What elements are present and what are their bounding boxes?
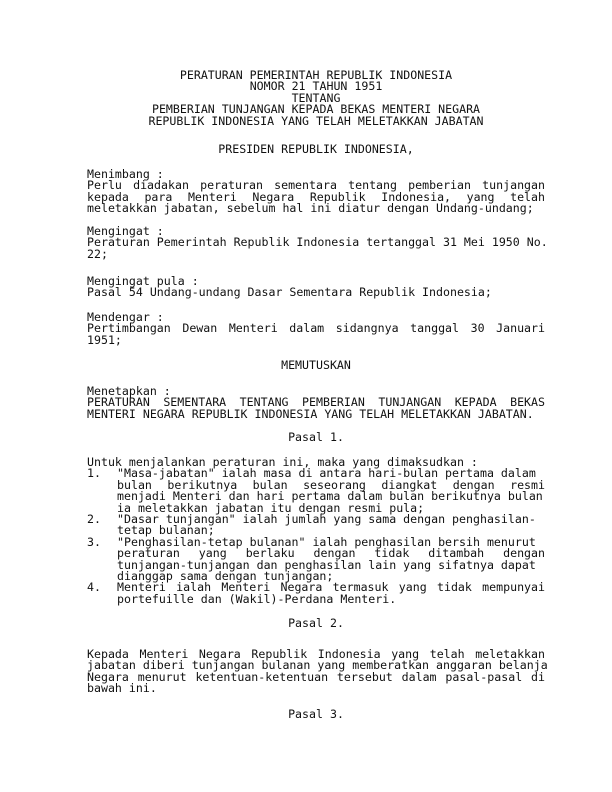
item-number: 3.: [87, 534, 101, 549]
section-label: Mengingat pula :: [87, 274, 199, 288]
president-text: PRESIDEN REPUBLIK INDONESIA,: [218, 142, 414, 156]
title-subject-line-2: REPUBLIK INDONESIA YANG TELAH MELETAKKAN JABATAN: [148, 113, 484, 128]
definition-item-2: [87, 514, 545, 537]
item-line: tunjangan-tunjangan dan penghasilan lain yang sifatnya dapat: [117, 557, 536, 572]
body-line: MENTERI NEGARA REPUBLIK INDONESIA YANG TELAH MELETAKKAN JABATAN.: [87, 406, 534, 421]
pasal-title: Pasal 2.: [288, 616, 344, 630]
item-line: menjadi Menteri dan hari pertama dalam bulan berikutnya bulan: [117, 489, 543, 504]
item-line: bulan berikutnya bulan seseorang diangkat dengan resmi: [117, 477, 545, 492]
document-title: [87, 70, 545, 127]
pasal-1-intro: Untuk menjalankan peraturan ini, maka yang dimaksudkan :: [87, 455, 478, 469]
body-line: Kepada Menteri Negara Republik Indonesia yang telah meletakkan: [87, 647, 545, 661]
body-line: Pertimbangan Dewan Menteri dalam sidangnya tanggal 30 Januari: [87, 321, 545, 336]
item-line: "Penghasilan-tetap bulanan" ialah penghasilan bersih menurut: [117, 534, 536, 549]
item-line: dianggap sama dengan tunjangan;: [117, 569, 334, 584]
body-line: Perlu diadakan peraturan sementara tentang pemberian tunjangan: [87, 178, 545, 193]
item-number: 4.: [87, 580, 101, 595]
item-line: peraturan yang berlaku dengan tidak ditambah dengan: [117, 546, 545, 561]
item-number: 2.: [87, 512, 101, 527]
pasal-3-heading: [87, 709, 545, 720]
definition-item-3: [87, 534, 545, 584]
body-line: PERATURAN SEMENTARA TENTANG PEMBERIAN TUNJANGAN KEPADA BEKAS: [87, 395, 545, 410]
item-line: ia meletakkan jabatan itu dengan resmi pula;: [117, 500, 425, 515]
section-label: Menetapkan :: [87, 384, 171, 398]
section-mengingat: [87, 224, 548, 261]
item-line: "Dasar tunjangan" ialah jumlah yang sama dengan penghasilan-: [117, 512, 536, 527]
pasal-1-heading: [87, 432, 545, 443]
memutuskan-text: MEMUTUSKAN: [281, 358, 351, 372]
body-line: Negara menurut ketentuan-ketentuan tersebut dalam pasal-pasal di: [87, 669, 545, 684]
item-line: "Masa-jabatan" ialah masa di antara hari-bulan pertama dalam: [117, 466, 536, 481]
section-label: Mengingat :: [87, 224, 164, 238]
definition-item-1: [87, 468, 545, 514]
title-tentang-line: TENTANG: [291, 90, 341, 105]
section-label: Menimbang :: [87, 167, 164, 181]
title-number-line: NOMOR 21 TAHUN 1951: [249, 79, 383, 94]
body-line: kepada para Menteri Negara Republik Indonesia, yang telah: [87, 189, 545, 204]
section-menimbang: [87, 169, 545, 215]
item-line: Menteri ialah Menteri Negara termasuk yang tidak mempunyai: [117, 580, 545, 595]
body-line: 1951;: [87, 332, 122, 347]
pasal-1-body: [87, 457, 545, 605]
memutuskan-heading: [87, 360, 545, 371]
body-line: Pasal 54 Undang-undang Dasar Sementara Republik Indonesia;: [87, 285, 492, 300]
title-line: PERATURAN PEMERINTAH REPUBLIK INDONESIA: [179, 68, 453, 82]
body-line: 22;: [87, 246, 108, 261]
title-subject-line-1: PEMBERIAN TUNJANGAN KEPADA BEKAS MENTERI NEGARA: [151, 102, 481, 117]
president-heading: [87, 144, 545, 155]
pasal-2-heading: [87, 618, 545, 629]
section-mendengar: [87, 312, 545, 346]
body-line: meletakkan jabatan, sebelum hal ini diatur dengan Undang-undang;: [87, 201, 534, 216]
pasal-title: Pasal 3.: [288, 707, 344, 721]
pasal-2-body: [87, 647, 548, 696]
pasal-title: Pasal 1.: [288, 430, 344, 444]
section-mengingat-pula: [87, 276, 545, 299]
body-line: bawah ini.: [87, 681, 157, 696]
item-line: portefuille dan (Wakil)-Perdana Menteri.: [117, 591, 397, 606]
section-label: Mendengar :: [87, 310, 164, 324]
body-line: jabatan diberi tunjangan bulanan yang memberatkan anggaran belanja: [87, 658, 548, 673]
item-number: 1.: [87, 466, 101, 481]
item-line: tetap bulanan;: [117, 523, 215, 538]
body-line: Peraturan Pemerintah Republik Indonesia tertanggal 31 Mei 1950 No.: [87, 235, 548, 250]
section-menetapkan: [87, 386, 545, 420]
definition-item-4: [87, 582, 545, 605]
